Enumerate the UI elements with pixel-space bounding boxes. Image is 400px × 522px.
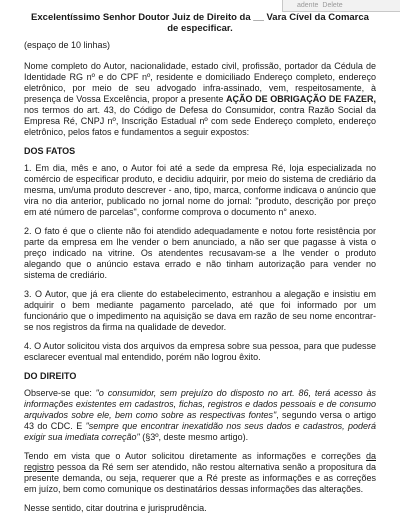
direito-paragraph-2: Tendo em vista que o Autor solicitou diretamente as informações e correções da registro pessoa da Ré sem ser atendido, não restou alternativa senão a propositura da presente demanda, ou seja, requerer que a Ré preste as informações e as correções em juízo, bem como comunique os destinatários dessas informações das alterações. <box>24 451 376 494</box>
fatos-paragraph-3: 3. O Autor, que já era cliente do estabelecimento, estranhou a alegação e insistiu em adquirir o bem mediante pagamento parcelado, até que foi informado por um funcionário que o impedimento na aquisição se dava em razão de seu nome encontrar-se nos registros da firma na qualidade de devedor. <box>24 289 376 332</box>
fatos-paragraph-2: 2. O fato é que o cliente não foi atendido adequadamente e notou forte resistência por parte da empresa em lhe vender o bem anunciado, a não ser que pagasse à vista o preço indicado na vitrine. Os atendentes recusavam-se a lhe vender o produto alegando que o anúncio estava errado e não tinham autorização para vender no sistema de crediário. <box>24 226 376 280</box>
toolbar-button-1[interactable]: adente <box>297 2 319 9</box>
intro-paragraph: Nome completo do Autor, nacionalidade, estado civil, profissão, portador da Cédula de Identidade RG nº e do CPF nº, residente e domiciliado Endereço completo, endereço eletrônico, por meio de seu advogado infra-assinado, vem, respeitosamente, à presença de Vossa Excelência, propor a presente AÇÃO DE OBRIGAÇÃO DE FAZER, nos termos do art. 43, do Código de Defesa do Consumidor, contra Razão Social da Empresa Ré, CNPJ nº, Inscrição Estadual nº com sede Endereço completo, endereço eletrônico, pelos fatos e fundamentos a seguir expostos: <box>24 61 377 137</box>
underlined-link[interactable]: da registro <box>24 451 376 472</box>
direito-paragraph-1: Observe-se que: "o consumidor, sem prejuízo do disposto no art. 86, terá acesso às informações existentes em cadastros, fichas, registros e dados pessoais e de consumo arquivados sobre ele, bem como sobre as respectivas fontes", segundo versa o artigo 43 do CDC. E "sempre que encontrar inexatidão nos seus dados e cadastros, poderá exigir sua imediata correção" (§3º, deste mesmo artigo). <box>24 388 376 442</box>
document-title-line-2: de especificar. <box>167 23 233 34</box>
top-toolbar-tag <box>282 0 400 12</box>
document-title-line-1: Excelentíssimo Senhor Doutor Juiz de Direito da __ Vara Cível da Comarca <box>31 12 369 23</box>
action-title: AÇÃO DE OBRIGAÇÃO DE FAZER, <box>226 94 377 104</box>
section-heading-fatos: DOS FATOS <box>24 146 76 156</box>
fatos-paragraph-4: 4. O Autor solicitou vista dos arquivos da empresa sobre sua pessoa, para que pudesse esclarecer eventual mal entendido, porém não logrou êxito. <box>24 341 376 362</box>
fatos-paragraph-1: 1. Em dia, mês e ano, o Autor foi até a sede da empresa Ré, loja especializada no comércio de especificar produto, e decidiu adquirir, por meio do sistema de crediário da mesma, um/uma produto descrever - ano, tipo, marca, conforme indicava o anúncio que vira no dia anterior, publicado no jornal nome do jornal: "produto, descrição por preço em até número de parcelas", conforme comprova o documento n° anexo. <box>24 163 376 217</box>
toolbar-button-delete[interactable]: Delete <box>322 2 343 9</box>
section-heading-direito: DO DIREITO <box>24 371 77 381</box>
spacing-note: (espaço de 10 linhas) <box>24 40 111 50</box>
document-body <box>24 12 376 522</box>
direito-paragraph-3: Nesse sentido, citar doutrina e jurisprudência. <box>24 503 207 513</box>
